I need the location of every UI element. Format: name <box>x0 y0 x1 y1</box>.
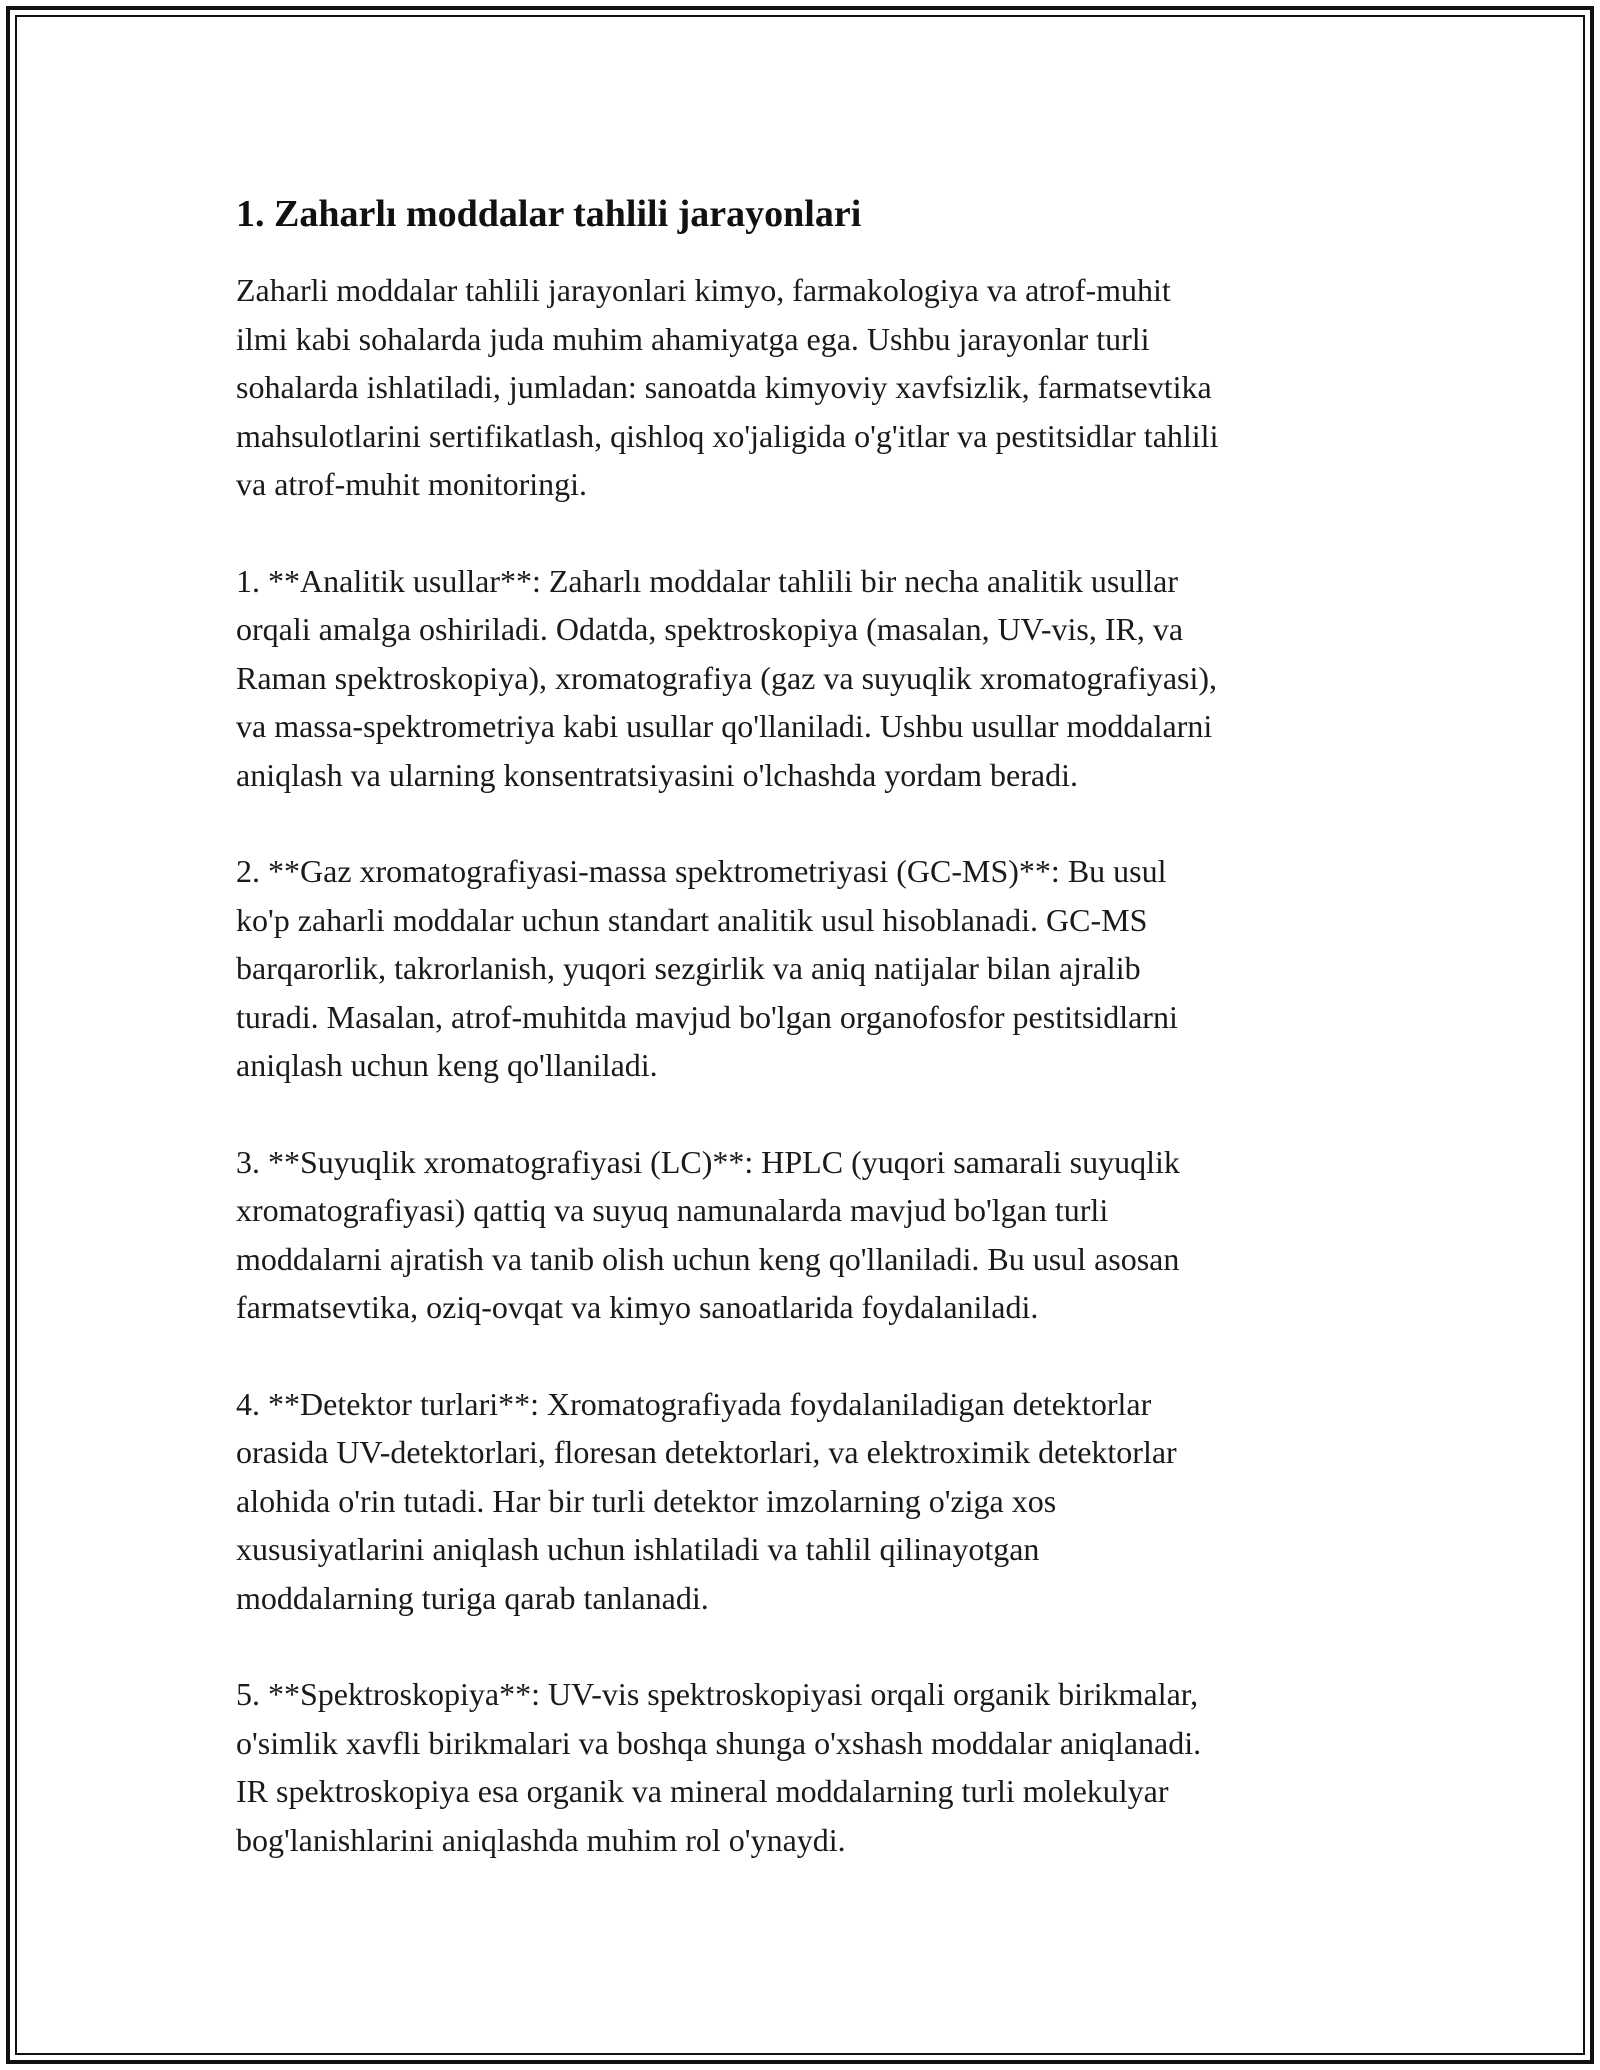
paragraph-analytic-methods: 1. **Analitik usullar**: Zaharlı moddalar tahlili bir necha analitik usullar orqali amalga oshiriladi. Odatda, spektroskopiya (masalan, UV-vis, IR, va Raman spektroskopiya), xromatografiya (gaz va suyuqlik xromatografiyasi), va massa-spektrometriya kabi usullar qo'llaniladi. Ushbu usullar moddalarni aniqlash va ularning konsentratsiyasini o'lchashda yordam beradi. <box>236 562 1218 793</box>
document-title: 1. Zaharlı moddalar tahlili jarayonlari <box>236 193 862 235</box>
document-body <box>236 190 1376 1912</box>
paragraph-detector-types: 4. **Detektor turlari**: Xromatografiyada foydalaniladigan detektorlar orasida UV-detektorlari, floresan detektorlari, va elektroximik detektorlar alohida o'rin tutadi. Har bir turli detektor imzolarning o'ziga xos xususiyatlarini aniqlash uchun ishlatiladi va tahlil qilinayotgan moddalarning turiga qarab tanlanadi. <box>236 1385 1177 1616</box>
intro-paragraph: Zaharli moddalar tahlili jarayonlari kimyo, farmakologiya va atrof-muhit ilmi kabi sohalarda juda muhim ahamiyatga ega. Ushbu jarayonlar turli sohalarda ishlatiladi, jumladan: sanoatda kimyoviy xavfsizlik, farmatsevtika mahsulotlarini sertifikatlash, qishloq xo'jaligida o'g'itlar va pestitsidlar tahlili va atrof-muhit monitoringi. <box>236 272 1219 502</box>
paragraph-gc-ms: 2. **Gaz xromatografiyasi-massa spektrometriyasi (GC-MS)**: Bu usul ko'p zaharli moddalar uchun standart analitik usul hisoblanadi. GC-MS barqarorlik, takrorlanish, yuqori sezgirlik va aniq natijalar bilan ajralib turadi. Masalan, atrof-muhitda mavjud bo'lgan organofosfor pestitsidlarni aniqlash uchun keng qo'llaniladi. <box>236 853 1178 1083</box>
paragraph-liquid-chromatography: 3. **Suyuqlik xromatografiyasi (LC)**: HPLC (yuqori samarali suyuqlik xromatografiyasi) qattiq va suyuq namunalarda mavjud bo'lgan turli moddalarni ajratish va tanib olish uchun keng qo'llaniladi. Bu usul asosan farmatsevtika, oziq-ovqat va kimyo sanoatlarida foydalaniladi. <box>236 1143 1180 1325</box>
paragraph-spectroscopy: 5. **Spektroskopiya**: UV-vis spektroskopiyasi orqali organik birikmalar, o'simlik xavfli birikmalari va boshqa shunga o'xshash moddalar aniqlanadi. IR spektroskopiya esa organik va mineral moddalarning turli molekulyar bog'lanishlarini aniqlashda muhim rol o'ynaydi. <box>236 1676 1202 1858</box>
